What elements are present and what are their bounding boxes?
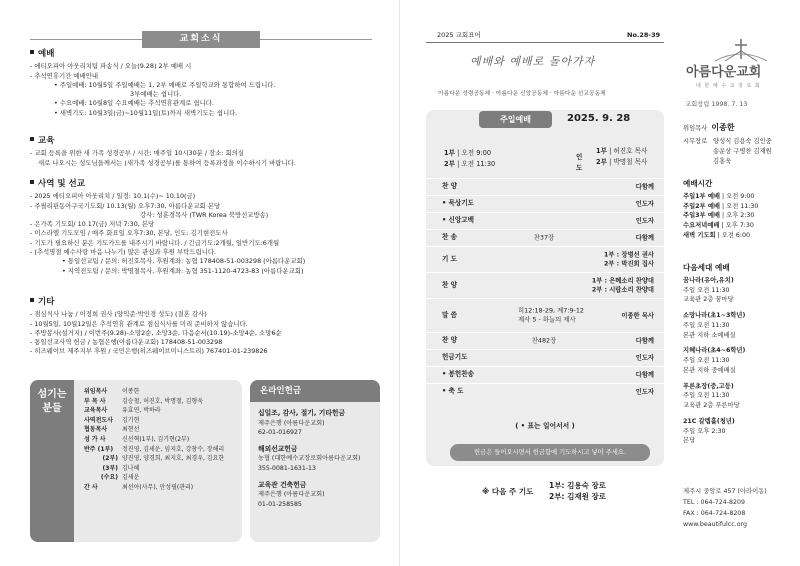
worship-tab: 주일예배 xyxy=(479,111,552,128)
pastor: 위임목사 이종한 xyxy=(683,123,735,132)
staff-row: 부 목 사 김승철, 허진호, 박명철, 김형욱 xyxy=(84,397,203,405)
offering-heading: 교육관 건축헌금 xyxy=(258,480,307,489)
order-row xyxy=(426,212,664,229)
staff-row: 성 가 사 신선혁(1부), 김기현(2부) xyxy=(84,435,190,443)
staff-row: (2부) 양진영, 양경희, 최지호, 최경우, 김요한 xyxy=(102,455,225,463)
worship-times xyxy=(683,178,793,241)
order-item: • 축 도 xyxy=(442,387,464,396)
order-leader: 다함께 xyxy=(635,371,654,379)
order-row xyxy=(426,272,664,298)
offering-bank: 제주은행 (아름다운교회) xyxy=(258,419,325,427)
news-line: - 주필리핀동아구국기도회/ 10.13(월) 오후7:30, 아름다운교회 본당 xyxy=(30,201,221,210)
order-leader: 1부 : 은혜소리 찬양대 2부 : 시랍소리 찬양대 xyxy=(591,277,654,294)
order-item: • 신앙고백 xyxy=(442,216,474,225)
order-item: 기 도 xyxy=(442,254,458,263)
worship-time-row: 주일3부 예배 | 오후 2:30 xyxy=(683,212,755,220)
order-detail: 찬37장 xyxy=(533,233,555,242)
section-worship xyxy=(30,48,380,118)
offering-bank: 제주은행 (아름다운교회) xyxy=(258,491,325,499)
order-item: • 봉헌찬송 xyxy=(442,370,474,379)
offering-heading: 십일조, 감사, 절기, 기타헌금 xyxy=(258,409,346,417)
bullet-square-icon xyxy=(30,137,34,141)
order-detail: 히12:18-29, 계7:9-12 제사 5 - 하늘의 제사 xyxy=(518,306,584,324)
news-line: - 은가족 기도회/ 10.17(금) 저녁 7:30, 본당 xyxy=(30,220,155,229)
news-line: - (추석명절 예수사랑 마음 나누기) 많은 관심과 후원 부탁드립니다. xyxy=(30,248,217,256)
order-leader: 인도자 xyxy=(635,200,654,208)
order-item: 찬 양 xyxy=(442,280,458,289)
staff-row: 협동목사 최현선 xyxy=(84,426,140,434)
next-generation-worship xyxy=(683,262,793,446)
news-line: 3부예배는 쉽니다. xyxy=(130,90,182,99)
motto-subtitle: 아름다운 성령공동체 · 아름다운 신앙공동체 · 아름다운 선교공동체 xyxy=(438,91,606,97)
worship-time-row: 주일1부 예배 | 오전 9:00 xyxy=(683,192,755,200)
online-offering-list xyxy=(258,408,378,509)
church-denomination: 대 한 예 수 교 장 로 회 xyxy=(696,83,761,89)
news-line: - 교회 등록을 위한 새 가족 성경공부 / 시간: 매주일 10시30분 / 장소: 회의실 xyxy=(30,149,245,158)
service-time: 1부 | 오전 9:00 xyxy=(444,149,492,157)
motto: 예배와 예배로 돌아가자 xyxy=(470,55,596,68)
offering-heading: 해외선교헌금 xyxy=(258,444,298,453)
offering-account: 62-01-016927 xyxy=(258,429,302,437)
news-line: - 점심식사 나눔 / 이정희 권사 (양익준·박인경 성도) (결혼 감사) xyxy=(30,310,207,319)
order-row xyxy=(426,383,664,400)
preacher-list xyxy=(596,146,647,167)
order-item: 헌금기도 xyxy=(442,353,468,362)
nextgen-group: 꿈나라(유아,유치) 주일 오전 11:30 교육관 2층 꿈마당 xyxy=(683,276,734,304)
news-line: - 통일선교사역 헌금 / 농협은행(아름다운교회) 178408-51-003298 xyxy=(30,338,223,347)
staff-row: 교육목사 유효연, 박하라 xyxy=(84,407,161,415)
order-leader: 다함께 xyxy=(635,183,654,191)
church-fax: FAX : 064-724-8208 xyxy=(683,510,746,518)
offering-account: 01-01-258585 xyxy=(258,500,302,508)
next-generation-title: 다음세대 예배 xyxy=(683,263,730,272)
news-line: • 지역전도팀 / 문의: 박명철목사, 후원계좌: 농협 351-1120-4723-83 (아름다운교회) xyxy=(62,266,304,275)
standing-note: ( • 표는 일어서서 ) xyxy=(515,422,575,430)
staff-row: 사역전도사 김기현 xyxy=(84,416,140,424)
section-title: 사역 및 선교 xyxy=(30,178,380,190)
worship-date: 2025. 9. 28 xyxy=(567,113,631,124)
order-leader: 1부 : 장병선 권사 2부 : 박진희 집사 xyxy=(604,251,654,268)
online-offering-title: 온라인헌금 xyxy=(250,380,380,402)
order-leader: 인도자 xyxy=(635,388,654,396)
service-time: 2부 | 오전 11:30 xyxy=(444,159,496,168)
bullet-square-icon xyxy=(30,50,34,54)
order-row xyxy=(426,349,664,366)
news-line: - 이스라엘 기도모임 / 매주 화요일 오후7:30, 본당, 인도: 김기현전도사 xyxy=(30,229,228,238)
order-item: 찬 양 xyxy=(442,336,458,345)
worship-times-title: 예배시간 xyxy=(683,179,713,188)
order-leader: 다함께 xyxy=(635,337,654,345)
offering-notice: 헌금은 들어오시면서 헌금함에 기도하시고 넣어 주세요. xyxy=(450,444,650,461)
order-row xyxy=(426,195,664,212)
church-name: 아름다운교회 xyxy=(686,65,762,80)
section-mission xyxy=(30,178,380,276)
leadership xyxy=(683,122,793,165)
preacher: 2부 | 박명철 목사 xyxy=(596,157,648,166)
motto-year: 2025 교회표어 xyxy=(437,31,481,39)
order-row xyxy=(426,178,664,195)
church-website[interactable]: www.beautifulcc.org xyxy=(683,521,748,529)
order-row xyxy=(426,298,664,332)
staff-list xyxy=(84,387,240,493)
section-title: 예배 xyxy=(30,48,380,60)
section-title: 교육 xyxy=(30,135,380,147)
staff-title-line: 분들 xyxy=(42,403,62,414)
bullet-square-icon xyxy=(30,298,34,302)
church-established: 교회창립 1998. 7. 13 xyxy=(685,101,748,108)
news-line: - 기도가 필요하신 분은 기도카드를 내주시기 바랍니다. / 긴급기도:2개월, 일반기도:6개월 xyxy=(30,238,280,247)
order-leader: 인도자 xyxy=(635,217,654,225)
section-education xyxy=(30,135,380,168)
news-line: - 2025 에티오피아 아웃리치 / 일정: 10.1(수)~ 10.10(금) xyxy=(30,192,196,201)
church-address: 제주시 중앙로 457 (아라이동) xyxy=(683,488,767,495)
worship-time-row: 수요저녁예배 | 오후 7:30 xyxy=(683,222,754,230)
staff-row: (수요) 김세운 xyxy=(100,474,140,482)
news-line: - 에티오피아 아웃리치팀 파송식 / 오늘(9.28) 2부 예배 시 xyxy=(30,62,192,71)
nextgen-group: 21C 갈렙홀(청년) 주일 오후 2:30 본당 xyxy=(683,417,735,445)
order-item: • 묵상기도 xyxy=(442,199,474,208)
news-line: • 새벽기도: 10월3일(금)~10월11일(토)까지 새벽기도는 쉽니다. xyxy=(54,108,238,117)
elders-names: 양성식 김용숙 김인중 송운상 구병찬 김재원 김홍욱 xyxy=(713,138,772,165)
news-line: 새로 나오시는 성도님들께서는 (새가족 성경공부)를 통하여 등록과정을 이수하시기 바랍니다. xyxy=(38,158,296,167)
nextgen-group: 소망나라(초1~3학년) 주일 오전 11:30 본관 지하 소예배실 xyxy=(683,312,746,339)
news-line: • 주일예배: 10월5일 주일예배는 1, 2부 예배로 주일학교와 통합하여 드립니다. xyxy=(54,80,276,89)
order-leader: 이종한 목사 xyxy=(621,311,654,319)
staff-row: (3부) 김나혜 xyxy=(102,464,140,472)
next-week-prayer: 1부: 김용숙 장로 xyxy=(549,481,606,490)
staff-row: 위임목사 이종한 xyxy=(84,388,140,395)
staff-row: 간 사 최선아(사무), 안성필(관리) xyxy=(84,483,194,491)
issue-number: No.28-39 xyxy=(627,31,661,39)
elders: 시무장로 양성식 김용숙 김인중 송운상 구병찬 김재원 김홍욱 xyxy=(683,138,772,165)
news-title: 교회소식 xyxy=(142,31,260,48)
offering-account: 355-0081-1631-13 xyxy=(258,464,316,472)
section-title: 기타 xyxy=(30,296,380,308)
staff-title-line: 섬기는 xyxy=(37,389,67,400)
section-etc xyxy=(30,296,380,357)
order-detail: 찬482장 xyxy=(531,336,557,345)
church-contact xyxy=(683,486,767,530)
bullet-square-icon xyxy=(30,180,34,184)
header-rule xyxy=(426,42,664,43)
order-item: 말 씀 xyxy=(442,310,458,319)
order-row xyxy=(426,246,664,272)
preacher-label: 인도 xyxy=(576,153,583,172)
offering-bank: 농협 (대한예수교장로회아름다운교회) xyxy=(258,455,361,463)
worship-time-row: 주일2부 예배 | 오전 11:30 xyxy=(683,202,759,210)
order-leader: 인도자 xyxy=(635,354,654,362)
next-week-prayer-label: ※ 다음 주 기도 xyxy=(482,487,534,496)
order-leader: 다함께 xyxy=(635,234,654,242)
news-line: 강사: 성훈경목사 (TWR Korea 북방선교방송) xyxy=(140,210,269,219)
church-tel: TEL : 064-724-8209 xyxy=(683,499,746,507)
next-week-prayer-list xyxy=(549,480,606,503)
next-week-prayer: 2부: 김재원 장로 xyxy=(549,492,606,502)
page-fold xyxy=(399,0,400,566)
preacher: 1부 | 허진호 목사 xyxy=(596,147,648,155)
worship-order xyxy=(426,178,664,400)
staff-title xyxy=(30,380,74,542)
service-times xyxy=(444,148,495,169)
staff-row: 반주 (1부) 정진영, 김세운, 임지호, 강창수, 장해리 xyxy=(84,445,225,453)
nextgen-group: 푸른초장(중,고등) 주일 오전 11:30 교육관 2층 푸른마당 xyxy=(683,382,740,410)
news-line: - 주방봉사(설거지) / 이번주(9.28)-소망2순, 소망3순, 다음순서(10.19)-소망4순, 소망6순 xyxy=(30,328,282,337)
order-row xyxy=(426,229,664,246)
order-row xyxy=(426,332,664,349)
order-item: 찬 양 xyxy=(442,182,458,191)
order-item: 찬 송 xyxy=(442,233,458,242)
nextgen-group: 지혜나라(초4~6학년) 주일 오전 11:30 본관 지하 중예배실 xyxy=(683,347,746,374)
news-line: • 수요예배: 10월8일 수요예배는 추석연휴관계로 쉽니다. xyxy=(54,99,214,108)
news-line: - 10월5일, 10월12일은 추석연휴 관계로 점심식사를 미리 준비하지 않습니다. xyxy=(30,319,248,328)
news-line: • 통일선교팀 / 문의: 허진호목사, 후원계좌: 농협 178408-51-003298 (아름다운교회) xyxy=(62,257,306,266)
news-line: - 추석연휴기간 예배안내 xyxy=(30,71,99,80)
worship-time-row: 새벽 기도회 | 오전 6:00 xyxy=(683,231,751,239)
news-line: - 히즈웨이브 제주지부 후원 / 국민은행(히즈웨이브미니스트리) 767401-01-239826 xyxy=(30,347,268,356)
order-row xyxy=(426,366,664,383)
